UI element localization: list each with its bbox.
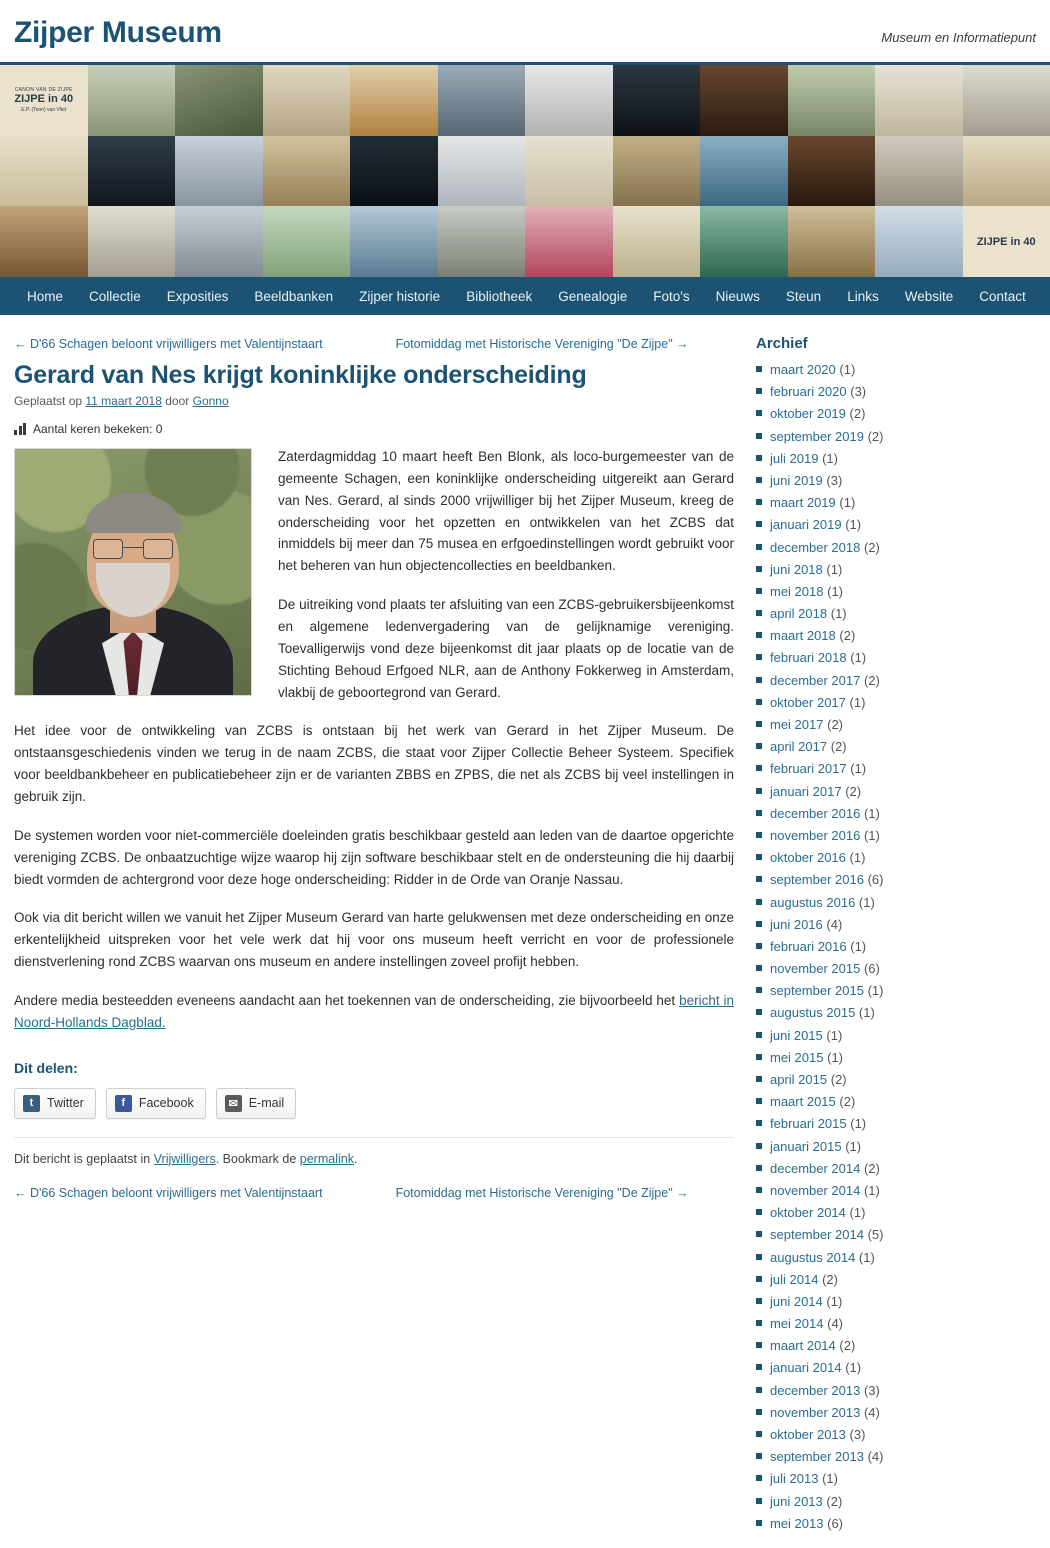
- next-post-link-top[interactable]: Fotomiddag met Historische Vereniging "De Zijpe" →: [396, 337, 689, 351]
- banner-tile: [613, 65, 701, 136]
- list-item[interactable]: [756, 1205, 988, 1221]
- list-item[interactable]: [756, 429, 988, 445]
- archive-count: (1): [859, 895, 875, 910]
- archive-count: (1): [827, 584, 843, 599]
- nav-item-beeldbanken[interactable]: Beeldbanken: [241, 279, 346, 314]
- archive-count: (1): [864, 1183, 880, 1198]
- archive-count: (6): [864, 961, 880, 976]
- banner-tile: [788, 206, 876, 277]
- archive-link[interactable]: november 2013: [770, 1405, 860, 1420]
- archive-count: (4): [827, 1316, 843, 1331]
- archive-link[interactable]: maart 2018: [770, 628, 836, 643]
- archive-link[interactable]: juni 2013: [770, 1494, 823, 1509]
- list-item[interactable]: [756, 1494, 988, 1510]
- banner-tile: [788, 136, 876, 207]
- archive-count: (3): [850, 384, 866, 399]
- list-item[interactable]: [756, 1250, 988, 1266]
- list-item[interactable]: [756, 650, 988, 666]
- archive-count: (4): [864, 1405, 880, 1420]
- banner-tile: [263, 206, 351, 277]
- banner-tile: [438, 65, 526, 136]
- archive-link[interactable]: september 2016: [770, 872, 864, 887]
- banner-tile: [700, 206, 788, 277]
- list-item[interactable]: [756, 939, 988, 955]
- archive-link[interactable]: januari 2015: [770, 1139, 842, 1154]
- archive-link[interactable]: mei 2013: [770, 1516, 823, 1531]
- banner-tile: [613, 206, 701, 277]
- site-title[interactable]: Zijper Museum: [14, 18, 222, 48]
- list-item[interactable]: [756, 1471, 988, 1487]
- archive-link[interactable]: december 2014: [770, 1161, 860, 1176]
- footer-meta-post: .: [354, 1152, 357, 1166]
- banner-canon-logo-2: [963, 206, 1050, 277]
- banner-tile: [175, 206, 263, 277]
- list-item[interactable]: [756, 1183, 988, 1199]
- archive-count: (1): [864, 806, 880, 821]
- archive-count: (2): [839, 628, 855, 643]
- paragraph-6: [14, 990, 734, 1034]
- share-button-email-label: E-mail: [249, 1096, 284, 1110]
- share-section-title: Dit delen:: [14, 1060, 734, 1076]
- list-item[interactable]: [756, 1427, 988, 1443]
- list-item[interactable]: [756, 1516, 988, 1532]
- list-item[interactable]: [756, 983, 988, 999]
- share-button-email[interactable]: [216, 1088, 296, 1119]
- archive-link[interactable]: juli 2014: [770, 1272, 818, 1287]
- archive-link[interactable]: januari 2019: [770, 517, 842, 532]
- page-body: [0, 315, 1050, 1548]
- archive-count: (2): [850, 406, 866, 421]
- list-item[interactable]: [756, 584, 988, 600]
- archive-count: (1): [859, 1250, 875, 1265]
- list-item[interactable]: [756, 473, 988, 489]
- list-item[interactable]: [756, 850, 988, 866]
- archive-link[interactable]: februari 2015: [770, 1116, 847, 1131]
- footer-meta-mid: . Bookmark de: [216, 1152, 300, 1166]
- banner-tile: [963, 136, 1050, 207]
- nav-item-steun[interactable]: Steun: [773, 279, 834, 314]
- archive-count: (3): [850, 1427, 866, 1442]
- nav-item-contact[interactable]: Contact: [966, 279, 1039, 314]
- list-item[interactable]: [756, 406, 988, 422]
- archive-link[interactable]: oktober 2016: [770, 850, 846, 865]
- list-item[interactable]: [756, 1028, 988, 1044]
- archive-link[interactable]: december 2017: [770, 673, 860, 688]
- archive-link[interactable]: november 2014: [770, 1183, 860, 1198]
- site-description: Museum en Informatiepunt: [881, 30, 1036, 48]
- archive-count: (1): [831, 606, 847, 621]
- banner-tile: [0, 206, 88, 277]
- paragraph-3: Het idee voor de ontwikkeling van ZCBS is ontstaan bij het werk van Gerard in het Zijper Museum. De ontstaansgeschiedenis vinden we terug in de naam ZCBS, die staat voor Zijper Collectie Beheer Systeem. Specifiek voor beeldbankbeheer en publicatiebeheer zijn er de varianten ZBBS en ZPBS, die net als ZCBS bij veel instellingen in gebruik zijn.: [14, 720, 734, 807]
- archive-count: (1): [850, 650, 866, 665]
- archive-link[interactable]: juni 2018: [770, 562, 823, 577]
- archive-count: (6): [868, 872, 884, 887]
- list-item[interactable]: [756, 1294, 988, 1310]
- list-item[interactable]: [756, 895, 988, 911]
- archive-link[interactable]: oktober 2013: [770, 1427, 846, 1442]
- meta-by-label: door: [165, 394, 189, 408]
- archive-link[interactable]: mei 2014: [770, 1316, 823, 1331]
- category-link-vrijwilligers[interactable]: Vrijwilligers: [154, 1152, 216, 1166]
- archive-count: (2): [845, 784, 861, 799]
- view-counter: [14, 422, 734, 436]
- banner-tile: [700, 136, 788, 207]
- banner-logo-line3: E.P. (Toon) van Vliet: [21, 107, 66, 113]
- archive-count: (2): [839, 1338, 855, 1353]
- archive-count: (1): [850, 1205, 866, 1220]
- list-item[interactable]: [756, 362, 988, 378]
- list-item[interactable]: [756, 695, 988, 711]
- archive-count: (2): [831, 1072, 847, 1087]
- archive-link[interactable]: januari 2017: [770, 784, 842, 799]
- archive-link[interactable]: september 2019: [770, 429, 864, 444]
- banner-canon-logo: [0, 65, 88, 136]
- site-header: [0, 0, 1050, 62]
- share-button-facebook[interactable]: [106, 1088, 206, 1119]
- banner-tile: [613, 136, 701, 207]
- list-item[interactable]: [756, 562, 988, 578]
- banner-tile: [263, 136, 351, 207]
- nav-item-home[interactable]: Home: [14, 279, 76, 314]
- archive-link[interactable]: december 2016: [770, 806, 860, 821]
- archive-count: (4): [826, 917, 842, 932]
- banner-tile: [0, 136, 88, 207]
- post-featured-photo[interactable]: [14, 448, 252, 696]
- archive-link[interactable]: maart 2019: [770, 495, 836, 510]
- archive-link[interactable]: februari 2018: [770, 650, 847, 665]
- archive-count: (1): [845, 1360, 861, 1375]
- archive-link[interactable]: november 2015: [770, 961, 860, 976]
- archive-count: (1): [839, 362, 855, 377]
- banner-tile: [438, 206, 526, 277]
- list-item[interactable]: [756, 540, 988, 556]
- archive-link[interactable]: april 2015: [770, 1072, 827, 1087]
- archive-count: (3): [826, 473, 842, 488]
- entry-footer-meta: [14, 1137, 734, 1166]
- archive-count: (1): [864, 828, 880, 843]
- banner-tile: [88, 65, 176, 136]
- archive-link[interactable]: juni 2015: [770, 1028, 823, 1043]
- archive-link[interactable]: juli 2019: [770, 451, 818, 466]
- banner-tile: [88, 136, 176, 207]
- entry-content: [14, 446, 734, 1034]
- entry-meta: [14, 394, 734, 408]
- list-item[interactable]: [756, 1139, 988, 1155]
- archive-count: (4): [868, 1449, 884, 1464]
- paragraph-1: Zaterdagmiddag 10 maart heeft Ben Blonk, als loco-burgemeester van de gemeente Schagen, een koninklijke onderscheiding uitgereikt aan Gerard van Nes. Gerard, al sinds 2000 vrijwilliger bij het Zijper Museum, kreeg de onderscheiding voor het opzetten en ontwikkelen van het ZCBS dat inmiddels bij meer dan 75 musea en erfgoedinstellingen wordt gebruikt voor het beheren van hun objectencollecties en beeldbanken.: [14, 446, 734, 577]
- list-item[interactable]: [756, 1094, 988, 1110]
- list-item[interactable]: [756, 628, 988, 644]
- archive-count: (1): [845, 1139, 861, 1154]
- archive-count: (2): [827, 717, 843, 732]
- archive-link[interactable]: september 2015: [770, 983, 864, 998]
- list-item[interactable]: [756, 1050, 988, 1066]
- archive-count: (1): [826, 1294, 842, 1309]
- archive-count: (1): [868, 983, 884, 998]
- list-item[interactable]: [756, 1227, 988, 1243]
- list-item[interactable]: [756, 806, 988, 822]
- archive-count: (1): [839, 495, 855, 510]
- main-navigation[interactable]: [0, 277, 1050, 315]
- archive-count: (2): [822, 1272, 838, 1287]
- share-button-twitter[interactable]: [14, 1088, 96, 1119]
- archive-count: (2): [864, 540, 880, 555]
- archive-link[interactable]: oktober 2014: [770, 1205, 846, 1220]
- archive-count: (1): [850, 761, 866, 776]
- list-item[interactable]: [756, 1116, 988, 1132]
- list-item[interactable]: [756, 1383, 988, 1399]
- list-item[interactable]: [756, 1161, 988, 1177]
- list-item[interactable]: [756, 828, 988, 844]
- archive-count: (2): [864, 1161, 880, 1176]
- paragraph-5: Ook via dit bericht willen we vanuit het Zijper Museum Gerard van harte gelukwensen met deze onderscheiding en onze erkentelijkheid uitspreken voor het vele werk dat hij voor ons museum heeft verricht en voor de professionele dienstverlening rond ZCBS waarvan ons museum en andere instellingen zoveel profijt hebben.: [14, 907, 734, 973]
- share-buttons: [14, 1088, 734, 1119]
- archive-link[interactable]: januari 2014: [770, 1360, 842, 1375]
- list-item[interactable]: [756, 961, 988, 977]
- archive-count: (1): [826, 562, 842, 577]
- nav-item-genealogie[interactable]: Genealogie: [545, 279, 640, 314]
- list-item[interactable]: [756, 917, 988, 933]
- archive-link[interactable]: maart 2020: [770, 362, 836, 377]
- view-counter-label: Aantal keren bekeken: 0: [33, 422, 162, 436]
- banner-logo-line1: CANON VAN DE ZIJPE: [15, 87, 73, 93]
- banner-tile: [175, 65, 263, 136]
- banner-tile: [875, 65, 963, 136]
- banner-tile: [875, 136, 963, 207]
- post-navigation-bottom: [14, 1180, 734, 1202]
- nav-item-bibliotheek[interactable]: Bibliotheek: [453, 279, 545, 314]
- archive-count: (1): [822, 451, 838, 466]
- banner-tile: [700, 65, 788, 136]
- nav-item-website[interactable]: Website: [892, 279, 967, 314]
- archive-link[interactable]: april 2018: [770, 606, 827, 621]
- nav-item-exposities[interactable]: Exposities: [154, 279, 242, 314]
- post-date-link[interactable]: 11 maart 2018: [85, 394, 162, 408]
- paragraph-6-text: Andere media besteedden eveneens aandacht aan het toekennen van de onderscheiding, zie bijvoorbeeld het: [14, 993, 679, 1008]
- archive-count: (1): [845, 517, 861, 532]
- archive-count: (1): [826, 1028, 842, 1043]
- banner-tile: [875, 206, 963, 277]
- list-item[interactable]: [756, 517, 988, 533]
- archive-count: (1): [850, 939, 866, 954]
- archive-link[interactable]: oktober 2019: [770, 406, 846, 421]
- list-item[interactable]: [756, 1316, 988, 1332]
- banner-tile: [788, 65, 876, 136]
- external-article-link[interactable]: bericht in Noord-Hollands Dagblad.: [14, 993, 734, 1030]
- list-item[interactable]: [756, 717, 988, 733]
- archive-link[interactable]: februari 2020: [770, 384, 847, 399]
- archive-link[interactable]: augustus 2016: [770, 895, 855, 910]
- page-title: Gerard van Nes krijgt koninklijke onderscheiding: [14, 361, 734, 390]
- list-item[interactable]: [756, 495, 988, 511]
- post-author-link[interactable]: Gonno: [193, 394, 229, 408]
- archive-link[interactable]: februari 2016: [770, 939, 847, 954]
- nav-item-nieuws[interactable]: Nieuws: [703, 279, 773, 314]
- archive-link[interactable]: augustus 2015: [770, 1005, 855, 1020]
- banner-tile: [350, 65, 438, 136]
- banner-tile: [438, 136, 526, 207]
- archive-link[interactable]: juni 2016: [770, 917, 823, 932]
- permalink-link[interactable]: permalink: [300, 1152, 354, 1166]
- meta-posted-on-label: Geplaatst op: [14, 394, 82, 408]
- archive-link[interactable]: juni 2014: [770, 1294, 823, 1309]
- archive-link[interactable]: juli 2013: [770, 1471, 818, 1486]
- list-item[interactable]: [756, 1338, 988, 1354]
- list-item[interactable]: [756, 673, 988, 689]
- archive-link[interactable]: september 2013: [770, 1449, 864, 1464]
- archive-count: (2): [864, 673, 880, 688]
- archive-count: (2): [826, 1494, 842, 1509]
- archive-count: (1): [850, 1116, 866, 1131]
- list-item[interactable]: [756, 739, 988, 755]
- list-item[interactable]: [756, 384, 988, 400]
- facebook-icon: f: [115, 1095, 132, 1112]
- archive-count: (2): [868, 429, 884, 444]
- previous-post-link-top[interactable]: ← D'66 Schagen beloont vrijwilligers met Valentijnstaart: [14, 337, 323, 351]
- archive-count: (1): [850, 695, 866, 710]
- archive-count: (1): [822, 1471, 838, 1486]
- list-item[interactable]: [756, 761, 988, 777]
- nav-item-collectie[interactable]: Collectie: [76, 279, 154, 314]
- banner-tile: [963, 65, 1050, 136]
- archive-link[interactable]: november 2016: [770, 828, 860, 843]
- list-item[interactable]: [756, 872, 988, 888]
- nav-item-fotos[interactable]: Foto's: [640, 279, 702, 314]
- archive-count: (5): [868, 1227, 884, 1242]
- archive-link[interactable]: februari 2017: [770, 761, 847, 776]
- footer-meta-pre: Dit bericht is geplaatst in: [14, 1152, 154, 1166]
- archive-link[interactable]: mei 2015: [770, 1050, 823, 1065]
- banner-tile: [525, 136, 613, 207]
- banner-tile: [175, 136, 263, 207]
- share-button-twitter-label: Twitter: [47, 1096, 84, 1110]
- banner-tile: [263, 65, 351, 136]
- list-item[interactable]: [756, 1405, 988, 1421]
- archive-link[interactable]: maart 2014: [770, 1338, 836, 1353]
- banner-tile: [350, 206, 438, 277]
- archive-link[interactable]: mei 2018: [770, 584, 823, 599]
- archive-count: (1): [859, 1005, 875, 1020]
- list-item[interactable]: [756, 1449, 988, 1465]
- archive-count: (6): [827, 1516, 843, 1531]
- banner-tile: [525, 65, 613, 136]
- archive-count: (3): [864, 1383, 880, 1398]
- header-banner-image: [0, 62, 1050, 277]
- nav-item-links[interactable]: Links: [834, 279, 892, 314]
- previous-post-link-bottom[interactable]: ← D'66 Schagen beloont vrijwilligers met Valentijnstaart: [14, 1186, 323, 1200]
- archive-count: (2): [839, 1094, 855, 1109]
- archive-count: (1): [850, 850, 866, 865]
- archive-link[interactable]: december 2013: [770, 1383, 860, 1398]
- photo-glasses: [93, 539, 173, 559]
- banner-tile: [350, 136, 438, 207]
- archive-list: [756, 362, 988, 1531]
- list-item[interactable]: [756, 1272, 988, 1288]
- archive-count: (2): [831, 739, 847, 754]
- archive-link[interactable]: juni 2019: [770, 473, 823, 488]
- banner-logo-line2-repeat: ZIJPE in 40: [977, 236, 1036, 248]
- list-item[interactable]: [756, 1360, 988, 1376]
- sidebar-archive-title: Archief: [756, 335, 988, 352]
- archive-link[interactable]: september 2014: [770, 1227, 864, 1242]
- mail-icon: ✉: [225, 1095, 242, 1112]
- list-item[interactable]: [756, 1072, 988, 1088]
- nav-item-zijper-historie[interactable]: Zijper historie: [346, 279, 453, 314]
- twitter-icon: t: [23, 1095, 40, 1112]
- list-item[interactable]: [756, 451, 988, 467]
- list-item[interactable]: [756, 784, 988, 800]
- archive-count: (1): [827, 1050, 843, 1065]
- list-item[interactable]: [756, 1005, 988, 1021]
- share-button-facebook-label: Facebook: [139, 1096, 194, 1110]
- banner-tile: [525, 206, 613, 277]
- archive-link[interactable]: augustus 2014: [770, 1250, 855, 1265]
- banner-logo-line2: ZIJPE in 40: [14, 93, 73, 105]
- post-navigation-top: [14, 331, 734, 353]
- archive-link[interactable]: oktober 2017: [770, 695, 846, 710]
- paragraph-4: De systemen worden voor niet-commerciële doeleinden gratis beschikbaar gesteld aan leden van de daartoe opgerichte vereniging ZCBS. De onbaatzuchtige wijze waarop hij zijn software beschikbaar stelt en de ondersteuning die hij daarbij biedt vormden de achtergrond voor deze hoge onderscheiding: Ridder in de Orde van Oranje Nassau.: [14, 825, 734, 891]
- main-content: [14, 331, 734, 1538]
- banner-tile: [88, 206, 176, 277]
- sidebar: [756, 331, 988, 1538]
- archive-link[interactable]: maart 2015: [770, 1094, 836, 1109]
- list-item[interactable]: [756, 606, 988, 622]
- chart-bars-icon: [14, 423, 26, 435]
- paragraph-2: De uitreiking vond plaats ter afsluiting van een ZCBS-gebruikersbijeenkomst en algemene ledenvergadering van de gelijknamige vereniging. Toevalligerwijs vond deze bijeenkomst dit jaar plaats op de locatie van de Stichting Behoud Erfgoed NLR, aan de Anthony Fokkerweg in Amsterdam, vlakbij de geboortegrond van Gerard.: [14, 594, 734, 703]
- archive-link[interactable]: mei 2017: [770, 717, 823, 732]
- archive-link[interactable]: april 2017: [770, 739, 827, 754]
- archive-link[interactable]: december 2018: [770, 540, 860, 555]
- next-post-link-bottom[interactable]: Fotomiddag met Historische Vereniging "De Zijpe" →: [396, 1186, 689, 1200]
